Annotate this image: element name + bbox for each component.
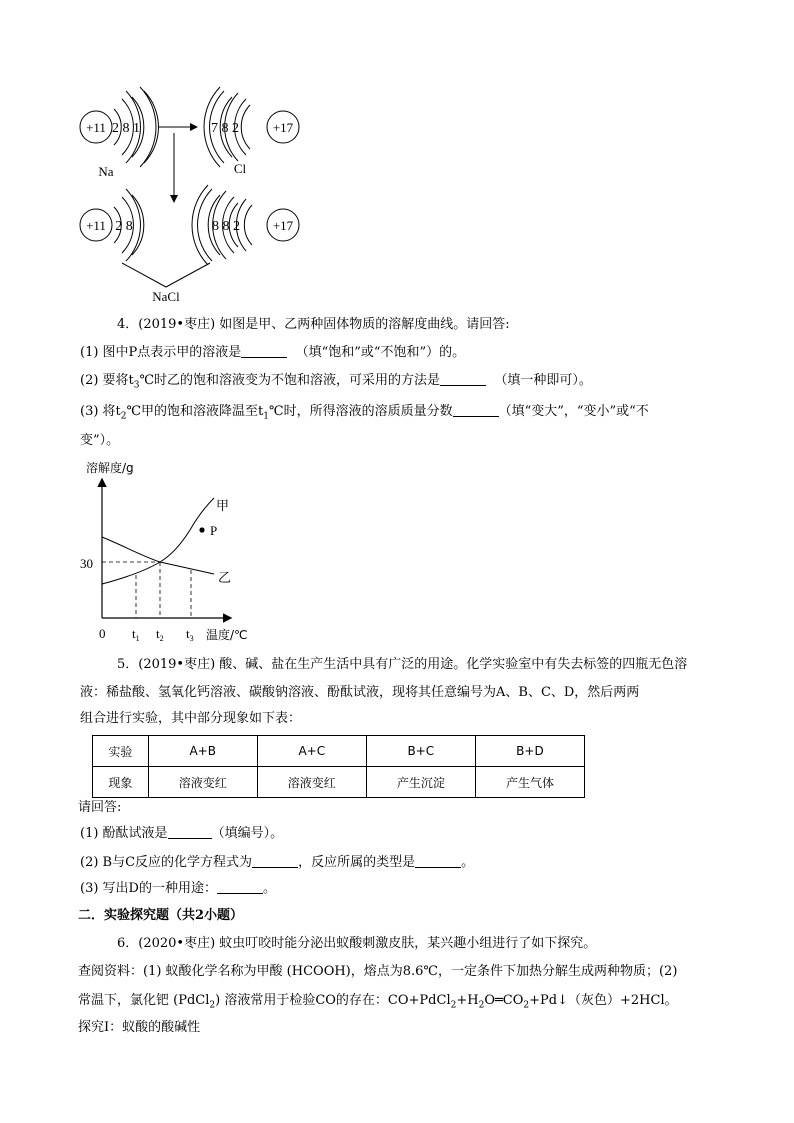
table-cell: 现象: [93, 767, 149, 798]
point-p: [199, 527, 204, 532]
na-ion-nucleus-text: +11: [86, 218, 106, 233]
x-tick-t2: $t_2$: [156, 626, 164, 643]
q4-part3-cont: 变”）。: [80, 433, 120, 448]
q4-stem: 4．(2019•枣庄) 如图是甲、乙两种固体物质的溶解度曲线。请回答:: [117, 317, 510, 332]
nacl-label: NaCl: [152, 289, 180, 304]
q5-blank-3[interactable]: [415, 853, 461, 868]
q6-info-line1: 查阅资料：(1) 蚁酸化学名称为甲酸 (HCOOH)，熔点为8.6℃，一定条件下加热分解生成两种物质；(2): [78, 964, 678, 979]
table-cell: A+C: [257, 736, 366, 767]
na-nucleus-text: +11: [86, 120, 106, 135]
series-jia-line: [102, 498, 214, 584]
table-cell: 实验: [93, 736, 149, 767]
q6-stem: 6．(2020•枣庄) 蚊虫叮咬时能分泌出蚁酸刺激皮肤，某兴趣小组进行了如下探究。: [117, 936, 597, 951]
table-cell: A+B: [148, 736, 257, 767]
solubility-chart: [72, 458, 262, 648]
ionic-bond-diagram: [70, 75, 310, 310]
na-electron-text: 2 8 1: [112, 121, 140, 136]
table-cell: 溶液变红: [148, 767, 257, 798]
na-label: Na: [98, 164, 114, 179]
q5-ask: 请回答:: [78, 800, 122, 815]
series-yi-line: [102, 537, 214, 574]
table-cell: 溶液变红: [257, 767, 366, 798]
x-tick-t3: $t_3$: [186, 626, 194, 643]
cl-electron-text: 7 8 2: [211, 121, 239, 136]
q4-part1: (1) 图中P点表示甲的溶液是 （填“饱和”或“不饱和”）的。: [80, 345, 466, 360]
table-cell: B+D: [475, 736, 584, 767]
cl-ion-electron-text: 8 8 2: [212, 219, 240, 234]
section-title: 二．实验探究题（共2小题）: [78, 908, 244, 923]
point-p-label: P: [210, 523, 218, 538]
y-axis-label: 溶解度/g: [86, 461, 134, 475]
origin-label: 0: [99, 626, 106, 641]
cl-nucleus-text: +17: [272, 120, 294, 135]
cl-label: Cl: [233, 161, 247, 176]
q5-stem-line1: 5．(2019•枣庄) 酸、碱、盐在生产生活中具有广泛的用途。化学实验室中有失去标签的四瓶无色溶: [117, 657, 688, 672]
table-cell: 产生气体: [475, 767, 584, 798]
y-tick-30: 30: [80, 556, 93, 571]
series-jia-label: 甲: [216, 499, 230, 514]
nacl-connector-lines: [122, 263, 210, 287]
q5-stem-line2: 液：稀盐酸、氢氧化钙溶液、碳酸钠溶液、酚酞试液，现将其任意编号为A、B、C、D，然后两两: [80, 685, 640, 700]
q4-blank-2[interactable]: [440, 371, 486, 386]
q5-blank-4[interactable]: [217, 879, 263, 894]
x-axis-label: 温度/℃: [206, 628, 248, 642]
q5-part2: (2) B与C反应的化学方程式为 ，反应所属的类型是 。: [80, 855, 475, 870]
table-cell: 产生沉淀: [366, 767, 475, 798]
na-ion-electron-text: 2 8: [115, 219, 133, 234]
q4-blank-3[interactable]: [453, 402, 499, 417]
table-header-row: [93, 736, 585, 767]
cl-ion-nucleus-text: +17: [272, 218, 294, 233]
experiment-table: [92, 735, 585, 798]
q4-blank-1[interactable]: [241, 343, 287, 358]
q4-part2: (2) 要将$t_3℃$时乙的饱和溶液变为不饱和溶液，可采用的方法是 （填一种即可）。: [80, 373, 592, 391]
series-yi-label: 乙: [218, 571, 232, 586]
q6-explore-heading: 探究Ⅰ：蚁酸的酸碱性: [78, 1020, 201, 1035]
q5-blank-2[interactable]: [252, 853, 298, 868]
table-cell: B+C: [366, 736, 475, 767]
q4-part3: (3) 将$t_2℃$甲的饱和溶液降温至$t_1℃$时，所得溶液的溶质质量分数 （填“变大”，“变小”或“不: [80, 404, 649, 422]
q6-info-line2: 常温下，氯化钯 (PdCl$_2$) 溶液常用于检验CO的存在：$CO+PdCl_2+H_2O═CO_2+Pd↓$（灰色）+2HCl。: [78, 993, 678, 1011]
q5-part3: (3) 写出D的一种用途： 。: [80, 881, 276, 896]
q5-stem-line3: 组合进行实验，其中部分现象如下表：: [80, 711, 302, 726]
q5-blank-1[interactable]: [168, 824, 212, 839]
q5-part1: (1) 酚酞试液是 （填编号）。: [80, 826, 284, 841]
table-row: [93, 767, 585, 798]
x-tick-t1: $t_1$: [132, 626, 140, 643]
